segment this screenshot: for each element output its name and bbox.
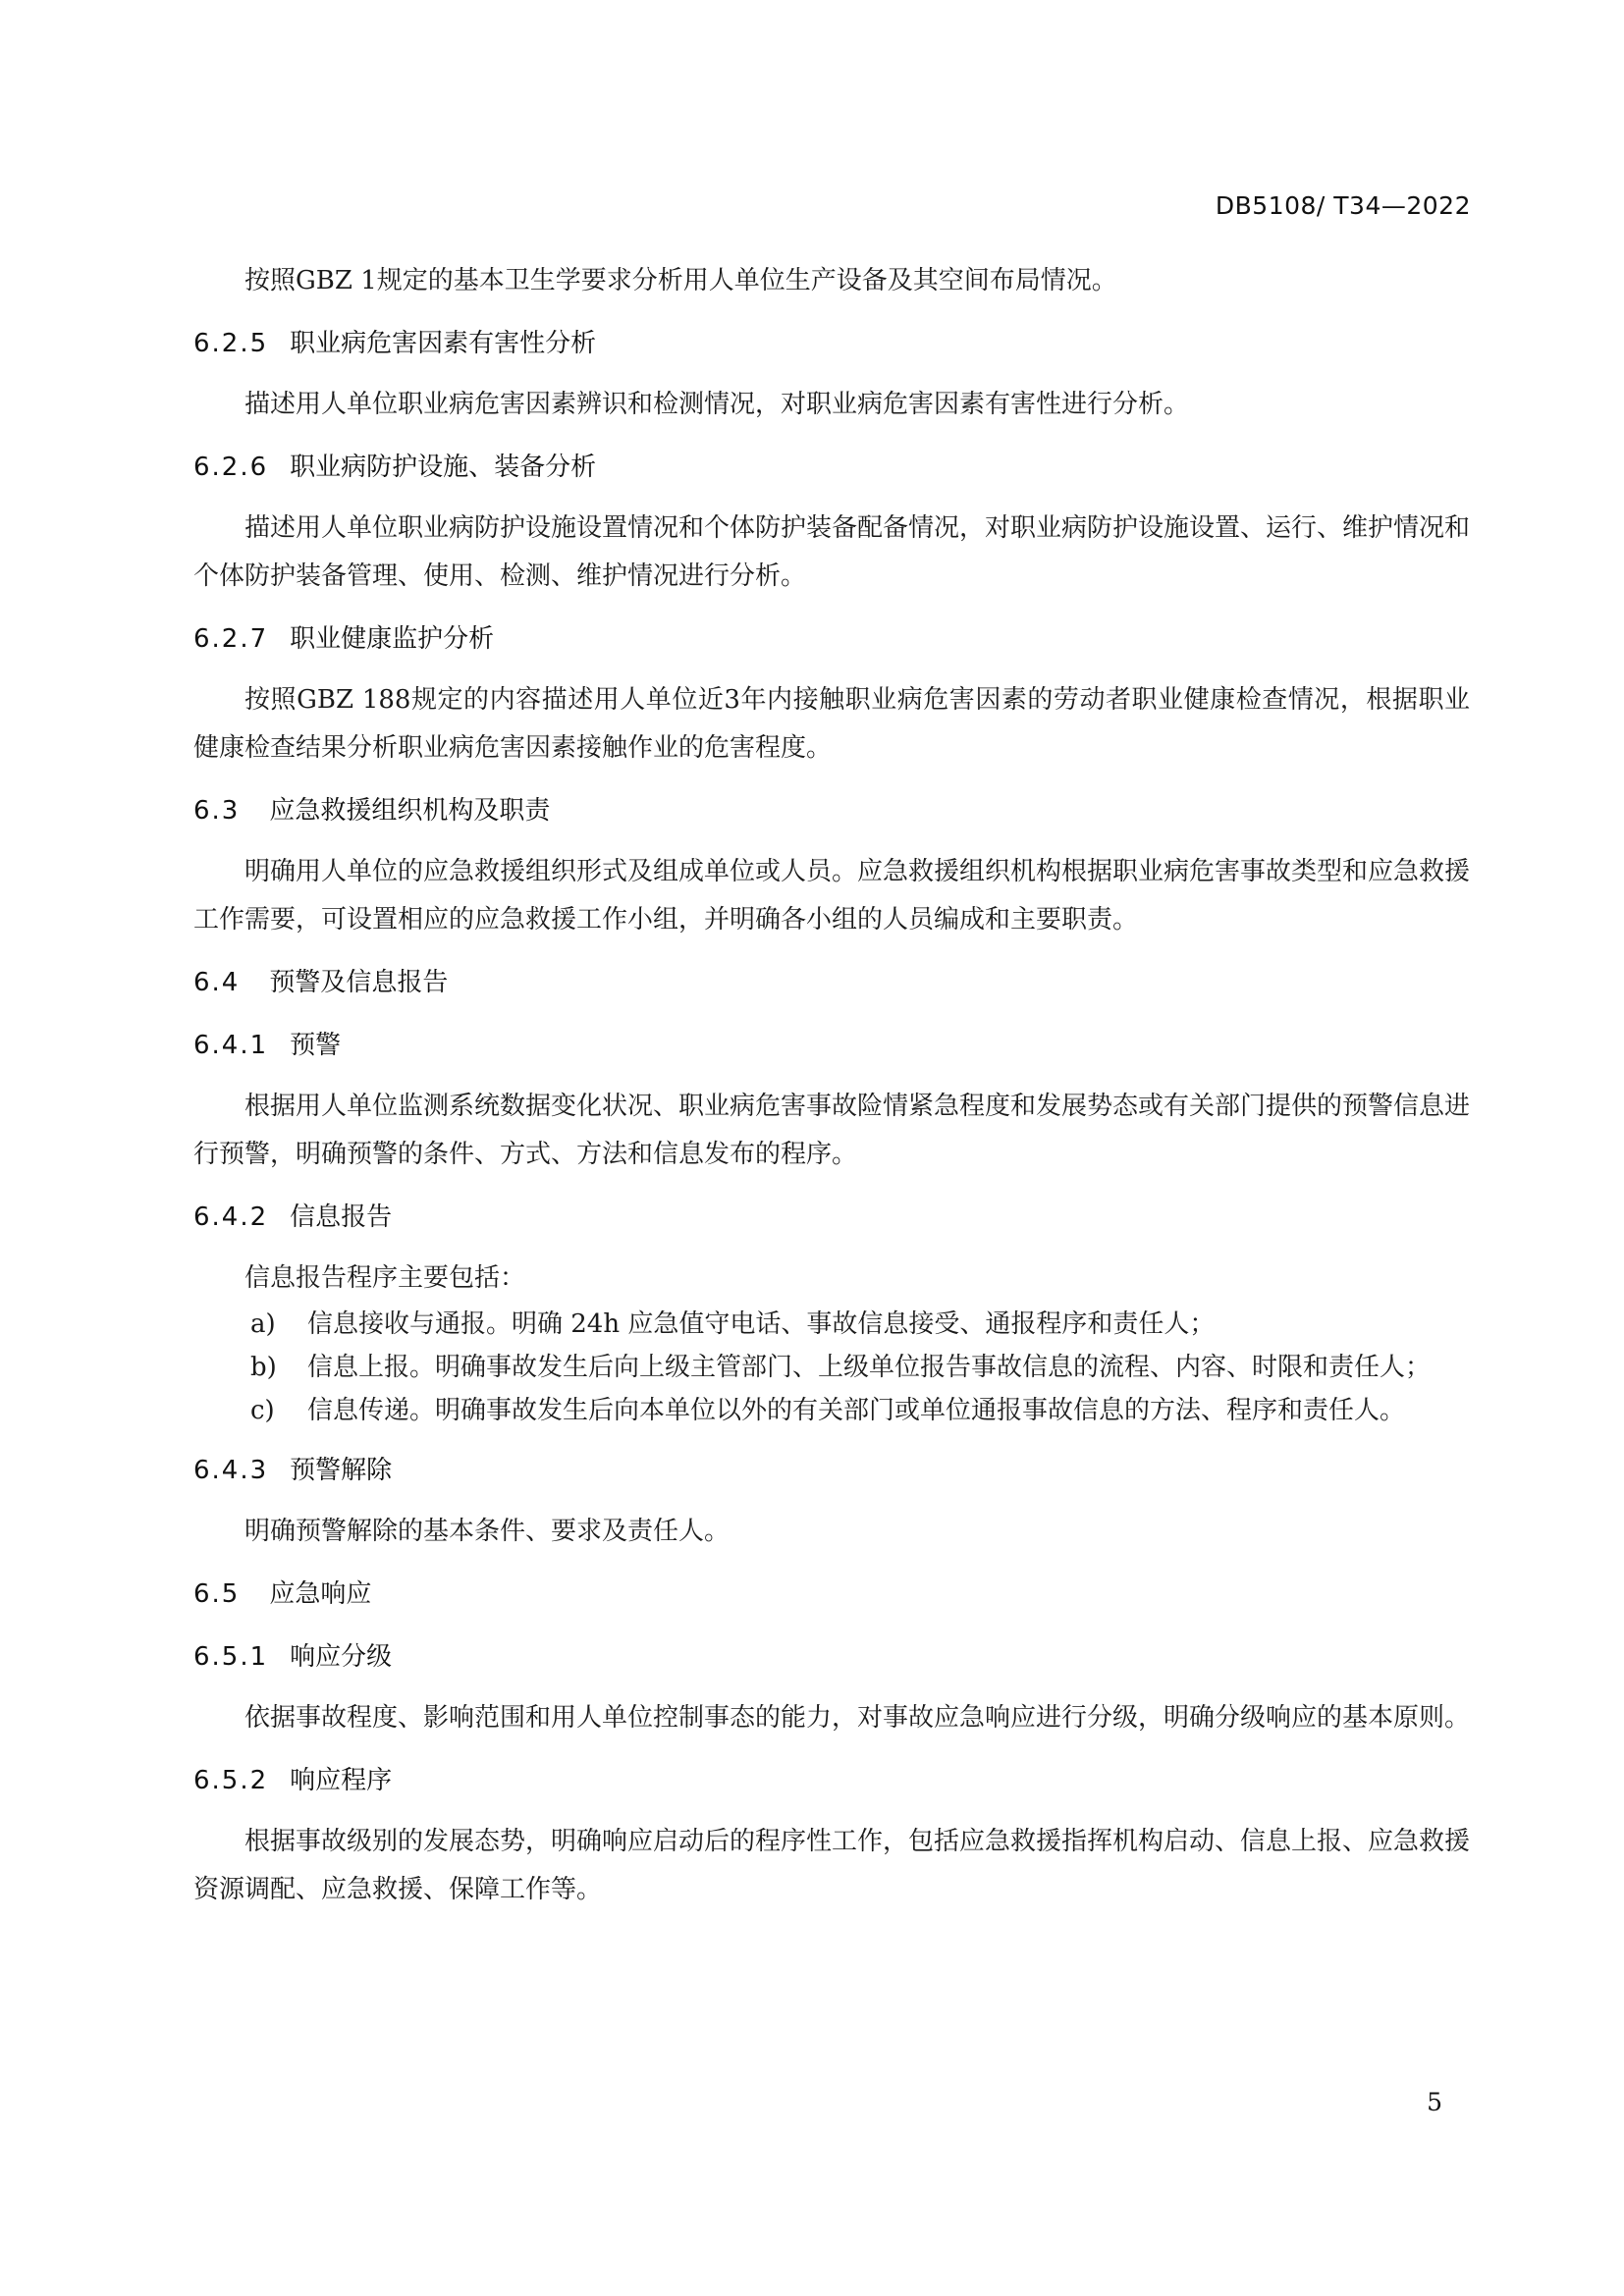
section-number: 6.3 [193, 796, 241, 826]
section-heading-6-4-2 [193, 1179, 1470, 1242]
paragraph: 明确预警解除的基本条件、要求及责任人。 [244, 1517, 731, 1546]
section-heading-6-4-1 [193, 1007, 1470, 1070]
section-number: 6.4 [193, 968, 241, 997]
list-marker: a) [250, 1309, 276, 1339]
page-content [193, 257, 1470, 1914]
paragraph: 按照GBZ 1规定的基本卫生学要求分析用人单位生产设备及其空间布局情况。 [244, 266, 1117, 295]
section-title: 预警解除 [290, 1456, 393, 1485]
paragraph: 依据事故程度、影响范围和用人单位控制事态的能力，对事故应急响应进行分级，明确分级响应的基本原则。 [244, 1703, 1471, 1733]
section-title: 响应程序 [290, 1766, 393, 1795]
section-heading-6-5 [193, 1556, 1470, 1619]
section-title: 预警 [290, 1031, 342, 1060]
page-number: 5 [1427, 2088, 1442, 2116]
section-title: 预警及信息报告 [269, 968, 449, 997]
section-number: 6.4.3 [193, 1456, 269, 1485]
section-heading-6-2-5 [193, 305, 1470, 368]
section-number: 6.2.7 [193, 624, 269, 654]
section-title: 信息报告 [290, 1202, 393, 1232]
section-number: 6.4.2 [193, 1202, 269, 1232]
paragraph: 描述用人单位职业病危害因素辨识和检测情况，对职业病危害因素有害性进行分析。 [244, 390, 1190, 419]
list-marker: c) [250, 1396, 275, 1425]
section-heading-6-2-6 [193, 429, 1470, 492]
paragraph: 根据事故级别的发展态势，明确响应启动后的程序性工作，包括应急救援指挥机构启动、信息上报、应急救援资源调配、应急救援、保障工作等。 [193, 1827, 1471, 1904]
document-code: DB5108/ T34—2022 [1215, 191, 1471, 220]
section-number: 6.5.1 [193, 1642, 269, 1672]
paragraph: 根据用人单位监测系统数据变化状况、职业病危害事故险情紧急程度和发展势态或有关部门提供的预警信息进行预警，明确预警的条件、方式、方法和信息发布的程序。 [193, 1092, 1471, 1169]
list-item-text: 信息接收与通报。明确 24h 应急值守电话、事故信息接受、通报程序和责任人； [307, 1309, 1216, 1339]
section-number: 6.5.2 [193, 1766, 269, 1795]
section-heading-6-4-3 [193, 1432, 1470, 1495]
paragraph: 描述用人单位职业病防护设施设置情况和个体防护装备配备情况，对职业病防护设施设置、运行、维护情况和个体防护装备管理、使用、检测、维护情况进行分析。 [193, 513, 1471, 591]
section-number: 6.4.1 [193, 1031, 269, 1060]
section-title: 职业病防护设施、装备分析 [290, 453, 597, 482]
section-number: 6.2.5 [193, 329, 269, 358]
section-heading-6-2-7 [193, 601, 1470, 664]
list-item [193, 1346, 1470, 1389]
section-title: 响应分级 [290, 1642, 393, 1672]
section-number: 6.2.6 [193, 453, 269, 482]
section-heading-6-4 [193, 944, 1470, 1007]
section-title: 职业健康监护分析 [290, 624, 495, 654]
list-item-text: 信息传递。明确事故发生后向本单位以外的有关部门或单位通报事故信息的方法、程序和责任人。 [307, 1396, 1406, 1425]
section-title: 职业病危害因素有害性分析 [290, 329, 597, 358]
list-item [193, 1303, 1470, 1346]
section-title: 应急响应 [269, 1579, 372, 1609]
section-heading-6-5-2 [193, 1742, 1470, 1805]
paragraph: 信息报告程序主要包括： [244, 1263, 526, 1293]
section-number: 6.5 [193, 1579, 241, 1609]
paragraph: 明确用人单位的应急救援组织形式及组成单位或人员。应急救援组织机构根据职业病危害事故类型和应急救援工作需要，可设置相应的应急救援工作小组，并明确各小组的人员编成和主要职责。 [193, 857, 1471, 934]
list-item-text: 信息上报。明确事故发生后向上级主管部门、上级单位报告事故信息的流程、内容、时限和责任人； [307, 1353, 1432, 1382]
list-item [193, 1389, 1470, 1432]
list-marker: b) [250, 1353, 277, 1382]
paragraph: 按照GBZ 188规定的内容描述用人单位近3年内接触职业病危害因素的劳动者职业健康检查情况，根据职业健康检查结果分析职业病危害因素接触作业的危害程度。 [193, 685, 1470, 763]
section-title: 应急救援组织机构及职责 [269, 796, 551, 826]
section-heading-6-3 [193, 773, 1470, 835]
section-heading-6-5-1 [193, 1619, 1470, 1682]
